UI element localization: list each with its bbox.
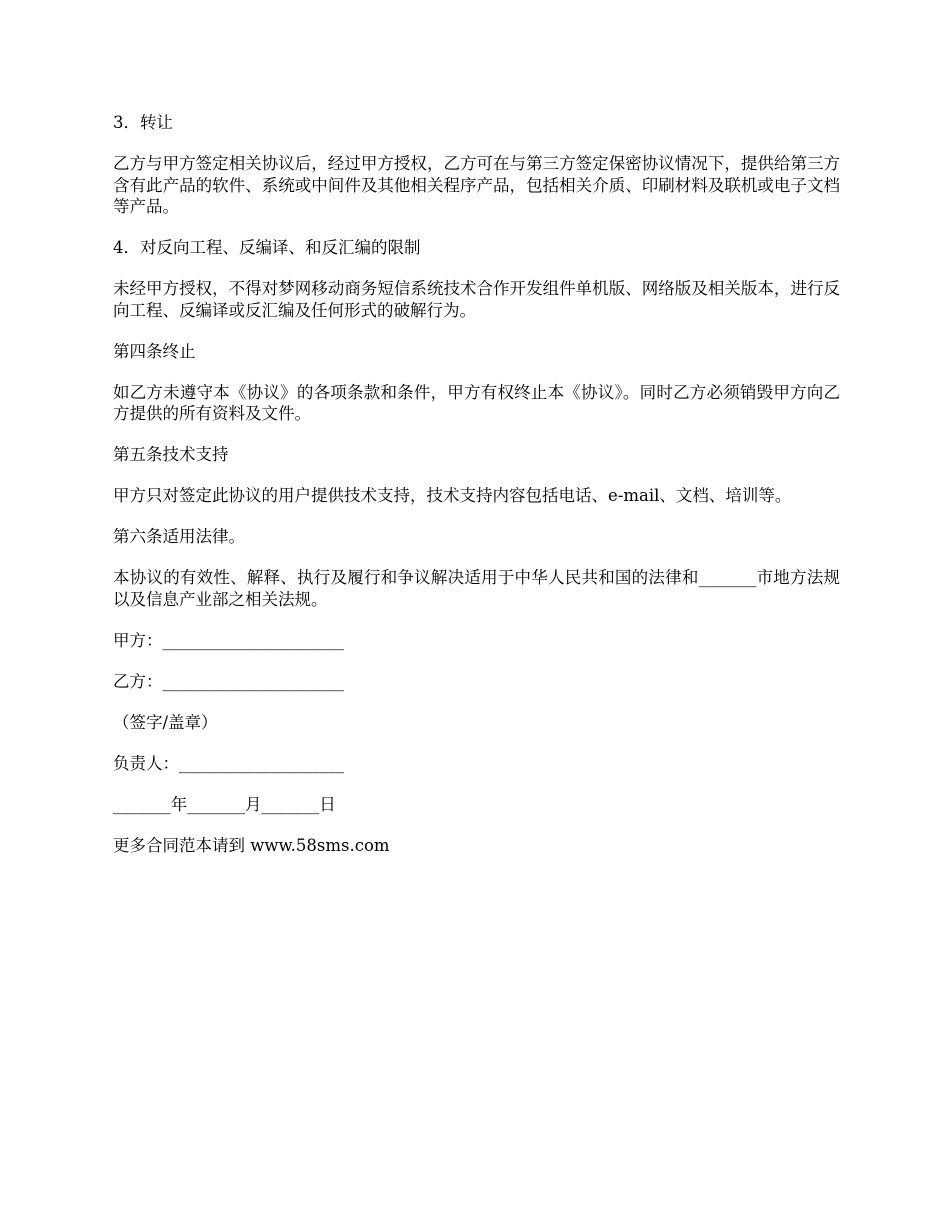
section-heading-reverse-engineering: 4．对反向工程、反编译、和反汇编的限制	[113, 238, 421, 257]
transfer-clause-text: 乙方与甲方签定相关协议后，经过甲方授权，乙方可在与第三方签定保密协议情况下，提供给第三方含有此产品的软件、系统或中间件及其他相关程序产品，包括相关介质、印刷材料及联机或电子文档等产品。	[113, 154, 840, 216]
article-heading-termination: 第四条终止	[113, 341, 196, 361]
applicable-law-clause-text: 本协议的有效性、解释、执行及履行和争议解决适用于中华人民共和国的法律和_______市地方法规以及信息产业部之相关法规。	[113, 568, 840, 609]
footer-more-templates: 更多合同范本请到 www.58sms.com	[113, 835, 390, 855]
section-heading-transfer: 3．转让	[113, 113, 173, 132]
article-heading-applicable-law: 第六条适用法律。	[113, 527, 245, 546]
tech-support-clause-text: 甲方只对签定此协议的用户提供技术支持，技术支持内容包括电话、e-mail、文档、培训等。	[113, 486, 792, 505]
party-a-signature-line: 甲方：______________________	[113, 630, 344, 650]
date-line: _______年_______月_______日	[113, 794, 336, 814]
termination-clause-text: 如乙方未遵守本《协议》的各项条款和条件，甲方有权终止本《协议》。同时乙方必须销毁甲方向乙方提供的所有资料及文件。	[113, 382, 840, 423]
reverse-engineering-clause-text: 未经甲方授权，不得对梦网移动商务短信系统技术合作开发组件单机版、网络版及相关版本，进行反向工程、反编译或反汇编及任何形式的破解行为。	[113, 279, 840, 320]
signature-seal-note: （签字/盖章）	[113, 712, 218, 732]
responsible-person-line: 负责人：____________________	[113, 753, 344, 773]
party-b-signature-line: 乙方：______________________	[113, 671, 344, 691]
article-heading-tech-support: 第五条技术支持	[113, 445, 229, 464]
document-page	[113, 112, 840, 856]
